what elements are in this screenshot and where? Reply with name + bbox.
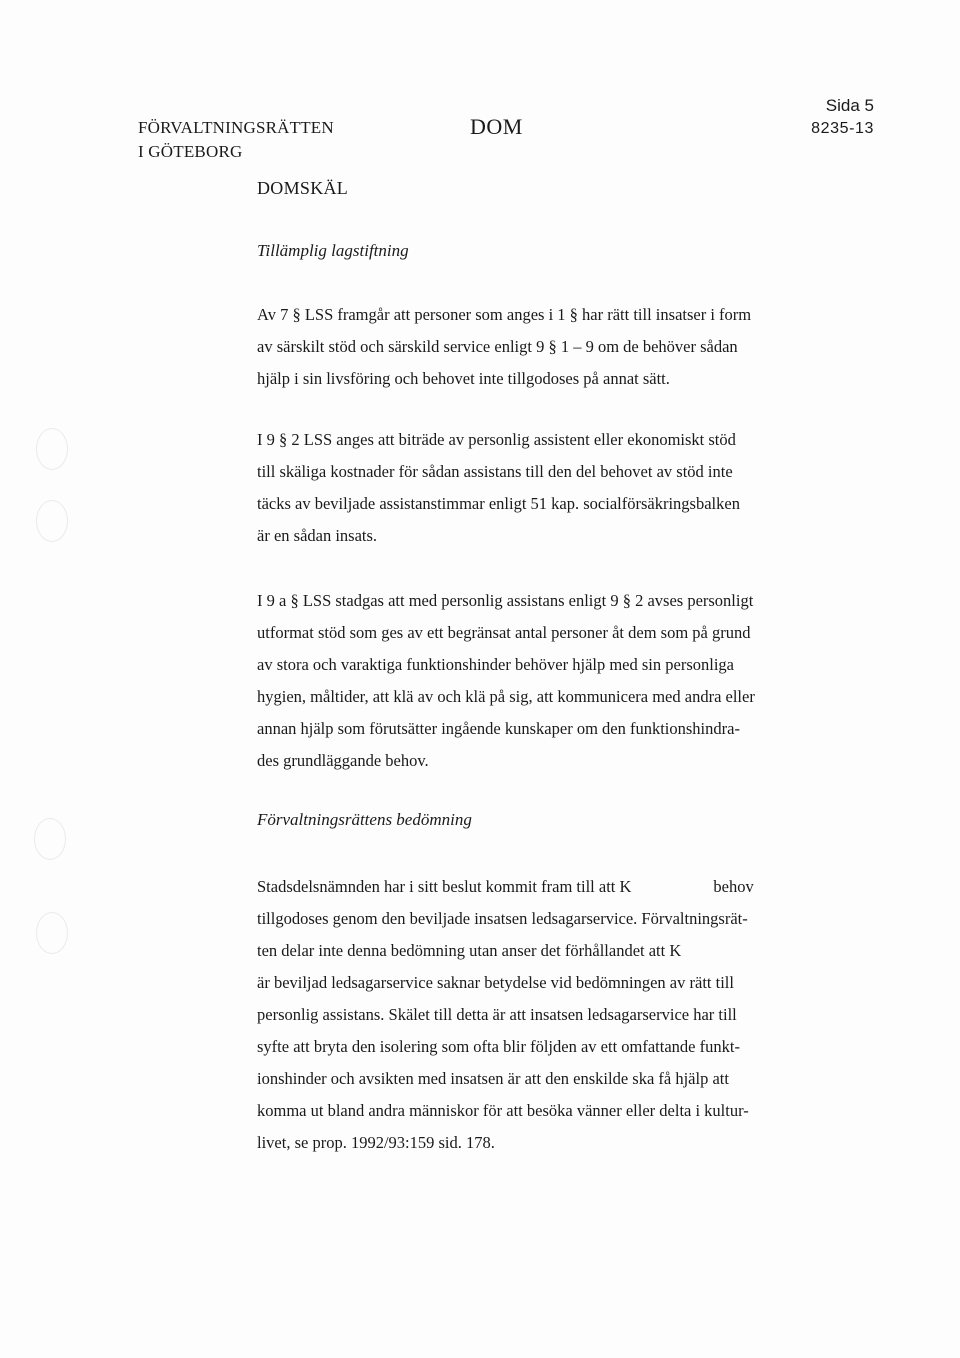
text-line: hjälp i sin livsföring och behovet inte tillgodoses på annat sätt. bbox=[257, 369, 670, 388]
court-name bbox=[138, 116, 334, 164]
document-type: DOM bbox=[470, 114, 523, 139]
text-line: är beviljad ledsagarservice saknar betydelse vid bedömningen av rätt till bbox=[257, 973, 734, 992]
text-line: annan hjälp som förutsätter ingående kunskaper om den funktionshindra- bbox=[257, 719, 740, 738]
text-line: tillgodoses genom den beviljade insatsen ledsagarservice. Förvaltningsrät- bbox=[257, 909, 748, 928]
text-line-start: Stadsdelsnämnden har i sitt beslut kommit fram till att K bbox=[257, 877, 632, 896]
paragraph-1 bbox=[257, 299, 817, 395]
paragraph-4 bbox=[257, 871, 817, 1159]
subheading-court-assessment: Förvaltningsrättens bedömning bbox=[257, 810, 472, 829]
text-line: des grundläggande behov. bbox=[257, 751, 429, 770]
text-line: av särskilt stöd och särskild service enligt 9 § 1 – 9 om de behöver sådan bbox=[257, 337, 738, 356]
court-name-line-1: FÖRVALTNINGSRÄTTEN bbox=[138, 118, 334, 137]
paragraph-2 bbox=[257, 424, 817, 552]
text-line: livet, se prop. 1992/93:159 sid. 178. bbox=[257, 1133, 495, 1152]
punch-hole-mark bbox=[36, 500, 68, 542]
text-line: till skäliga kostnader för sådan assistans till den del behovet av stöd inte bbox=[257, 462, 733, 481]
text-line bbox=[257, 871, 817, 903]
punch-hole-mark bbox=[36, 912, 68, 954]
text-line: utformat stöd som ges av ett begränsat antal personer åt dem som på grund bbox=[257, 623, 751, 642]
text-line: I 9 a § LSS stadgas att med personlig assistans enligt 9 § 2 avses personligt bbox=[257, 591, 754, 610]
text-line: är en sådan insats. bbox=[257, 526, 378, 545]
text-line: komma ut bland andra människor för att besöka vänner eller delta i kultur- bbox=[257, 1101, 749, 1120]
paragraph-3 bbox=[257, 585, 817, 777]
case-number: 8235-13 bbox=[811, 120, 874, 137]
text-line: täcks av beviljade assistanstimmar enligt 51 kap. socialförsäkringsbalken bbox=[257, 494, 740, 513]
subheading-applicable-law: Tillämplig lagstiftning bbox=[257, 241, 409, 260]
text-line: ten delar inte denna bedömning utan anser det förhållandet att K bbox=[257, 941, 682, 960]
page-number: Sida 5 bbox=[825, 96, 874, 115]
punch-hole-mark bbox=[34, 818, 66, 860]
text-line: hygien, måltider, att klä av och klä på sig, att kommunicera med andra eller bbox=[257, 687, 755, 706]
text-line: personlig assistans. Skälet till detta är att insatsen ledsagarservice har till bbox=[257, 1005, 737, 1024]
text-line: syfte att bryta den isolering som ofta blir följden av ett omfattande funkt- bbox=[257, 1037, 740, 1056]
court-name-line-2: I GÖTEBORG bbox=[138, 142, 243, 161]
punch-hole-mark bbox=[36, 428, 68, 470]
text-line: av stora och varaktiga funktionshinder behöver hjälp med sin personliga bbox=[257, 655, 734, 674]
section-heading: DOMSKÄL bbox=[257, 178, 349, 198]
text-line-end: behov bbox=[713, 877, 754, 896]
page-meta bbox=[811, 94, 874, 140]
text-line: I 9 § 2 LSS anges att biträde av personlig assistent eller ekonomiskt stöd bbox=[257, 430, 736, 449]
text-line: ionshinder och avsikten med insatsen är att den enskilde ska få hjälp att bbox=[257, 1069, 729, 1088]
text-line: Av 7 § LSS framgår att personer som anges i 1 § har rätt till insatser i form bbox=[257, 305, 752, 324]
